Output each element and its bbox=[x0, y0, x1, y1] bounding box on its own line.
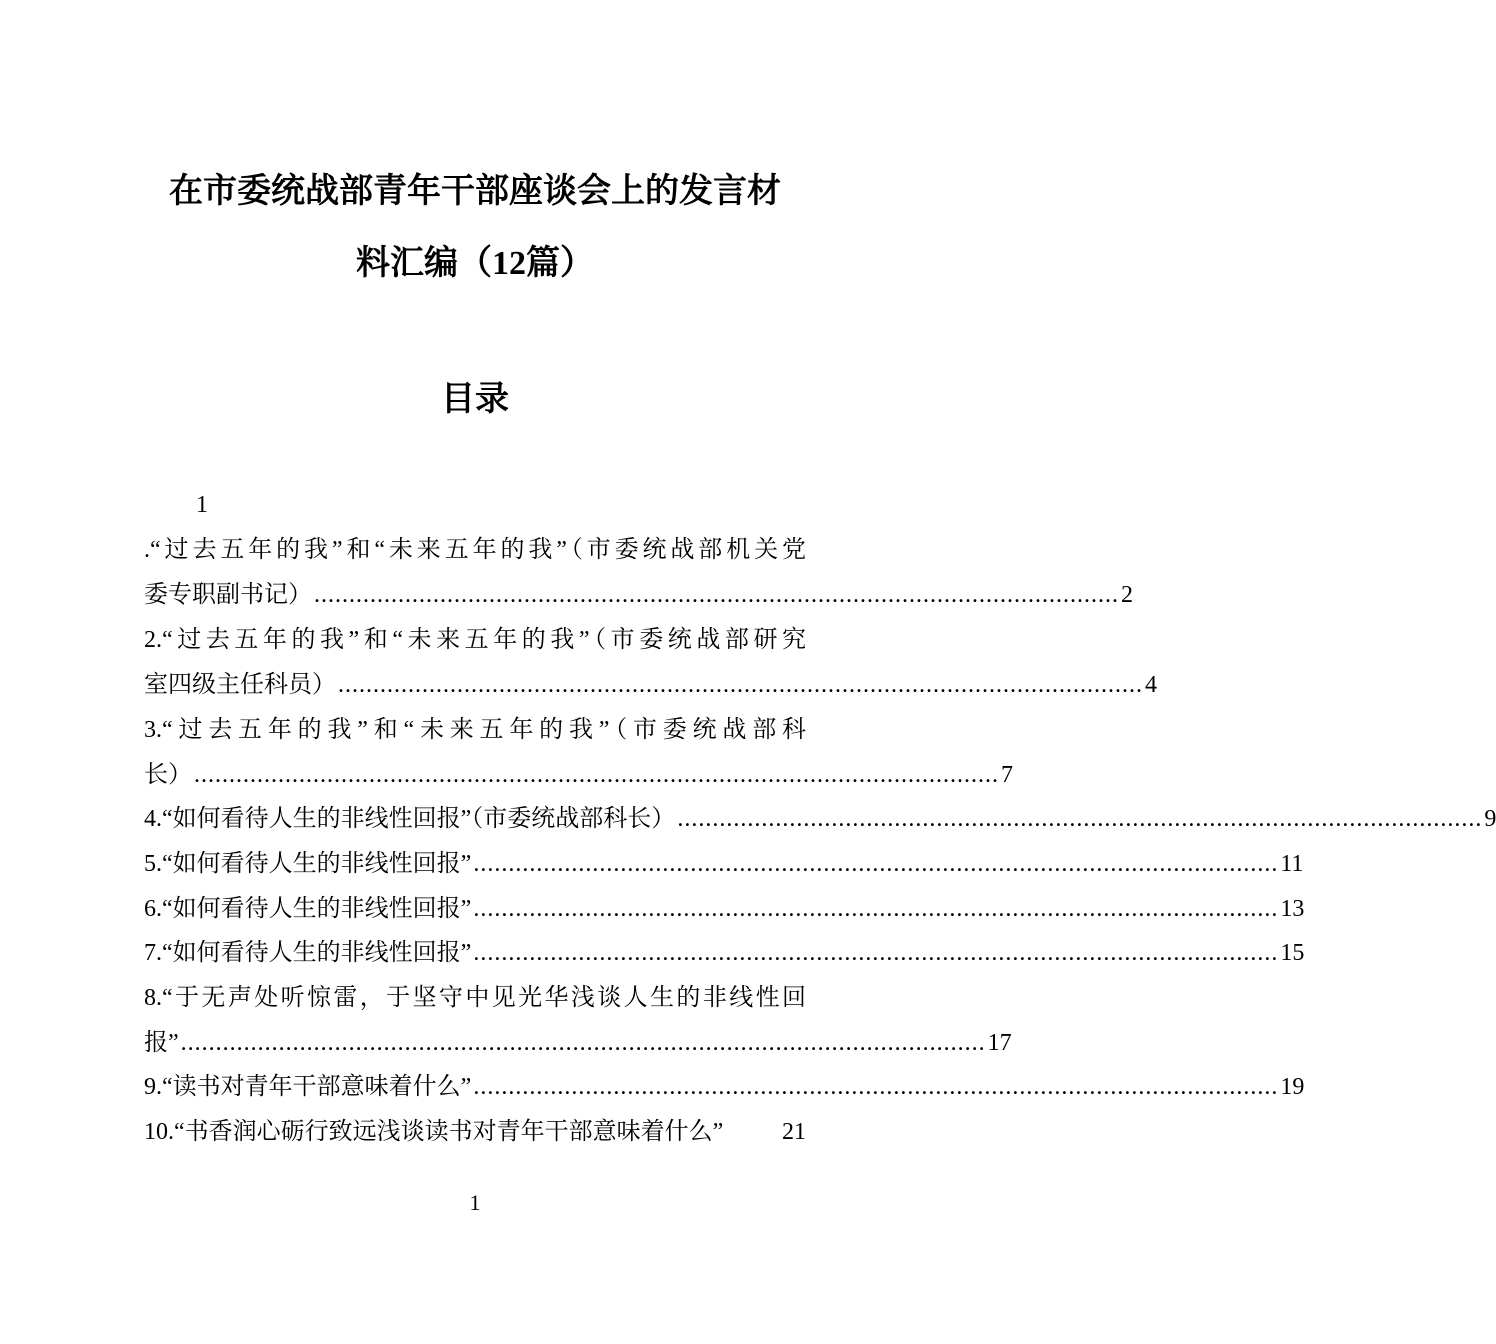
leader-dots: ................................................................................................................... bbox=[473, 1074, 1279, 1100]
toc-entry-9-title: 9.“读书对青年干部意味着什么” bbox=[144, 1074, 472, 1100]
leader-dots: ................................................................................................................... bbox=[677, 806, 1483, 832]
leader-dots: ................................................................................................................... bbox=[473, 940, 1279, 966]
toc-entry-5-title: 5.“如何看待人生的非线性回报” bbox=[144, 851, 472, 877]
leader-dots: ................................................................................................................... bbox=[314, 582, 1119, 608]
toc-entry-10-title: 10.“书香润心砺行致远浅谈读书对青年干部意味着什么” bbox=[144, 1119, 724, 1145]
toc-entry-8-page: 17 bbox=[987, 1030, 1012, 1056]
toc-entry-7-title: 7.“如何看待人生的非线性回报” bbox=[144, 940, 472, 966]
leader-dots: ................................................................................................................... bbox=[473, 851, 1279, 877]
toc-entry-2[interactable] bbox=[144, 668, 1157, 702]
toc-entry-2-line-1[interactable]: 2.“过去五年的我”和“未来五年的我”（市委统战部研究 bbox=[144, 627, 806, 653]
toc-entry-6-title: 6.“如何看待人生的非线性回报” bbox=[144, 896, 472, 922]
toc-entry-3-line-2: 长） bbox=[144, 762, 192, 788]
toc-heading: 目录 bbox=[441, 381, 509, 418]
toc-entry-6-page: 13 bbox=[1280, 896, 1305, 922]
toc-entry-6[interactable] bbox=[144, 892, 1305, 926]
toc-entry-10-page: 21 bbox=[782, 1119, 806, 1145]
toc-entry-1-line-2: 委专职副书记） bbox=[144, 582, 312, 608]
toc-entry-4[interactable] bbox=[144, 802, 1496, 836]
toc-entry-4-title: 4.“如何看待人生的非线性回报”（市委统战部科长） bbox=[144, 806, 676, 832]
leader-dots: ................................................................................................................... bbox=[180, 1030, 986, 1056]
toc-entry-5-page: 11 bbox=[1280, 851, 1304, 877]
toc-entry-2-page: 4 bbox=[1145, 672, 1157, 698]
toc-entry-8-line-1[interactable]: 8.“于无声处听惊雷，于坚守中见光华浅谈人生的非线性回 bbox=[144, 985, 806, 1011]
document-title-line-2: 料汇编（12篇） bbox=[356, 245, 594, 282]
toc-entry-9-page: 19 bbox=[1280, 1074, 1305, 1100]
toc-entry-3-page: 7 bbox=[1001, 762, 1013, 788]
toc-entry-3-line-1[interactable]: 3.“过去五年的我”和“未来五年的我”（市委统战部科 bbox=[144, 717, 806, 743]
toc-entry-5[interactable] bbox=[144, 847, 1304, 881]
toc-entry-1[interactable] bbox=[144, 578, 1133, 612]
leader-dots: ................................................................................................................... bbox=[338, 672, 1143, 698]
toc-entry-1-line-1[interactable]: .“过去五年的我”和“未来五年的我”（市委统战部机关党 bbox=[144, 537, 806, 563]
toc-entry-8[interactable] bbox=[144, 1026, 1012, 1060]
leader-dots: ................................................................................................................... bbox=[473, 896, 1279, 922]
toc-entry-7[interactable] bbox=[144, 936, 1305, 970]
toc-first-number: 1 bbox=[196, 492, 208, 518]
toc-entry-4-page: 9 bbox=[1484, 806, 1496, 832]
toc-entry-9[interactable] bbox=[144, 1070, 1305, 1104]
toc-entry-10[interactable] bbox=[144, 1115, 806, 1149]
toc-entry-1-page: 2 bbox=[1121, 582, 1133, 608]
toc-entry-8-line-2: 报” bbox=[144, 1030, 179, 1056]
document-title-line-1: 在市委统战部青年干部座谈会上的发言材 bbox=[169, 173, 781, 210]
page-number: 1 bbox=[469, 1190, 481, 1215]
toc-entry-2-line-2: 室四级主任科员） bbox=[144, 672, 336, 698]
toc-entry-3[interactable] bbox=[144, 758, 1013, 792]
toc-entry-7-page: 15 bbox=[1280, 940, 1305, 966]
leader-dots: ................................................................................................................... bbox=[194, 762, 999, 788]
